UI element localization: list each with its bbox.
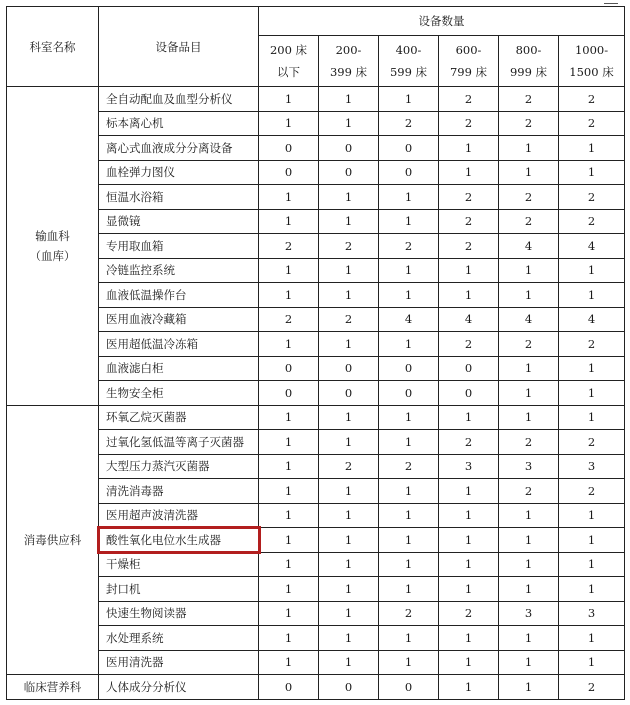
table-row [7, 454, 625, 479]
quantity-cell: 1 [259, 528, 319, 553]
quantity-cell: 2 [379, 234, 439, 259]
bed-range-line2: 以下 [277, 65, 300, 79]
quantity-cell: 1 [319, 185, 379, 210]
quantity-cell: 0 [379, 675, 439, 700]
quantity-cell: 1 [559, 626, 625, 651]
quantity-cell: 2 [499, 332, 559, 357]
quantity-cell: 1 [499, 136, 559, 161]
quantity-cell: 1 [499, 258, 559, 283]
quantity-cell: 3 [439, 454, 499, 479]
quantity-cell: 2 [559, 185, 625, 210]
quantity-cell: 3 [499, 454, 559, 479]
quantity-cell: 1 [259, 552, 319, 577]
table-row [7, 577, 625, 602]
quantity-cell: 3 [559, 454, 625, 479]
quantity-cell: 1 [559, 283, 625, 308]
quantity-cell: 2 [379, 454, 439, 479]
quantity-cell: 1 [259, 87, 319, 112]
quantity-cell: 1 [319, 332, 379, 357]
quantity-cell: 0 [439, 356, 499, 381]
quantity-cell: 1 [319, 528, 379, 553]
equipment-item: 冷链监控系统 [99, 258, 259, 283]
table-row [7, 307, 625, 332]
quantity-cell: 2 [559, 111, 625, 136]
quantity-cell: 1 [259, 479, 319, 504]
quantity-cell: 4 [499, 307, 559, 332]
quantity-cell: 1 [319, 479, 379, 504]
quantity-cell: 2 [319, 454, 379, 479]
quantity-cell: 2 [499, 87, 559, 112]
quantity-cell: 4 [439, 307, 499, 332]
quantity-cell: 0 [379, 160, 439, 185]
quantity-cell: 1 [379, 258, 439, 283]
bed-range-line1: 600- [455, 43, 482, 57]
table-row [7, 87, 625, 112]
bed-range-line2: 999 床 [509, 65, 548, 79]
quantity-cell: 2 [439, 87, 499, 112]
quantity-cell: 1 [439, 503, 499, 528]
quantity-cell: 1 [319, 626, 379, 651]
bed-range-line2: 1500 床 [569, 65, 614, 79]
equipment-item: 封口机 [99, 577, 259, 602]
quantity-cell: 1 [499, 552, 559, 577]
quantity-cell: 2 [439, 185, 499, 210]
table-row [7, 626, 625, 651]
quantity-cell: 2 [499, 185, 559, 210]
quantity-cell: 1 [259, 503, 319, 528]
quantity-cell: 1 [379, 332, 439, 357]
quantity-cell: 1 [499, 626, 559, 651]
quantity-cell: 1 [319, 650, 379, 675]
quantity-cell: 3 [499, 601, 559, 626]
quantity-cell: 1 [499, 528, 559, 553]
quantity-cell: 1 [439, 258, 499, 283]
table-row [7, 405, 625, 430]
quantity-cell: 1 [319, 111, 379, 136]
quantity-cell: 1 [439, 160, 499, 185]
quantity-cell: 1 [319, 87, 379, 112]
quantity-cell: 1 [259, 650, 319, 675]
quantity-cell: 2 [499, 430, 559, 455]
quantity-cell: 1 [499, 577, 559, 602]
table-row [7, 552, 625, 577]
quantity-cell: 2 [559, 479, 625, 504]
quantity-cell: 1 [319, 258, 379, 283]
department-subname: （血库） [29, 248, 76, 263]
quantity-cell: 0 [259, 136, 319, 161]
equipment-item: 医用超低温冷冻箱 [99, 332, 259, 357]
quantity-cell: 1 [259, 454, 319, 479]
page-edge-mark [604, 0, 618, 4]
quantity-cell: 1 [559, 577, 625, 602]
bed-range-header [379, 36, 439, 87]
quantity-cell: 1 [259, 185, 319, 210]
equipment-item: 标本离心机 [99, 111, 259, 136]
quantity-cell: 1 [319, 430, 379, 455]
quantity-cell: 1 [379, 87, 439, 112]
quantity-cell: 0 [379, 356, 439, 381]
quantity-cell: 4 [499, 234, 559, 259]
table-row [7, 136, 625, 161]
quantity-cell: 0 [319, 160, 379, 185]
bed-range-header [559, 36, 625, 87]
quantity-cell: 2 [259, 234, 319, 259]
quantity-cell: 1 [259, 430, 319, 455]
quantity-cell: 1 [439, 577, 499, 602]
department-name: 消毒供应科 [23, 532, 82, 547]
quantity-cell: 1 [439, 552, 499, 577]
quantity-cell: 1 [379, 650, 439, 675]
quantity-cell: 0 [259, 356, 319, 381]
table-row [7, 601, 625, 626]
equipment-item: 恒温水浴箱 [99, 185, 259, 210]
table-row [7, 283, 625, 308]
quantity-cell: 2 [379, 111, 439, 136]
quantity-cell: 1 [259, 209, 319, 234]
quantity-group-header: 设备数量 [259, 7, 625, 36]
item-column-header: 设备品目 [99, 7, 259, 87]
table-row [7, 430, 625, 455]
quantity-cell: 1 [379, 528, 439, 553]
quantity-cell: 1 [499, 381, 559, 406]
quantity-cell: 4 [379, 307, 439, 332]
quantity-cell: 2 [439, 332, 499, 357]
quantity-cell: 1 [559, 381, 625, 406]
quantity-cell: 1 [259, 405, 319, 430]
table-row [7, 185, 625, 210]
quantity-cell: 0 [379, 381, 439, 406]
table-row [7, 650, 625, 675]
table-row [7, 528, 625, 553]
dept-column-header: 科室名称 [7, 7, 99, 87]
department-cell [7, 675, 99, 700]
quantity-cell: 1 [259, 626, 319, 651]
quantity-cell: 1 [499, 160, 559, 185]
quantity-cell: 1 [319, 405, 379, 430]
quantity-cell: 1 [499, 675, 559, 700]
quantity-cell: 1 [379, 209, 439, 234]
table-row [7, 111, 625, 136]
table-row [7, 381, 625, 406]
quantity-cell: 1 [379, 283, 439, 308]
equipment-item: 生物安全柜 [99, 381, 259, 406]
equipment-item: 全自动配血及血型分析仪 [99, 87, 259, 112]
equipment-item: 血栓弹力图仪 [99, 160, 259, 185]
quantity-cell: 1 [259, 283, 319, 308]
quantity-cell: 2 [499, 209, 559, 234]
department-cell [7, 87, 99, 406]
quantity-cell: 1 [439, 283, 499, 308]
quantity-cell: 1 [319, 283, 379, 308]
bed-range-line2: 599 床 [389, 65, 428, 79]
department-name: 输血科 [35, 228, 70, 243]
quantity-cell: 2 [439, 601, 499, 626]
quantity-cell: 0 [319, 675, 379, 700]
quantity-cell: 1 [559, 503, 625, 528]
equipment-item: 血液滤白柜 [99, 356, 259, 381]
quantity-cell: 2 [559, 209, 625, 234]
quantity-cell: 4 [559, 307, 625, 332]
department-name: 临床营养科 [23, 679, 82, 694]
quantity-cell: 1 [259, 332, 319, 357]
department-cell [7, 405, 99, 675]
quantity-cell: 1 [319, 552, 379, 577]
equipment-item: 水处理系统 [99, 626, 259, 651]
quantity-cell: 1 [319, 503, 379, 528]
bed-range-line1: 800- [515, 43, 542, 57]
quantity-cell: 1 [259, 577, 319, 602]
quantity-cell: 1 [259, 258, 319, 283]
quantity-cell: 2 [559, 332, 625, 357]
table-row [7, 503, 625, 528]
equipment-table [6, 6, 625, 700]
quantity-cell: 1 [379, 405, 439, 430]
equipment-item: 离心式血液成分分离设备 [99, 136, 259, 161]
quantity-cell: 4 [559, 234, 625, 259]
bed-range-line1: 200- [335, 43, 362, 57]
table-row [7, 356, 625, 381]
quantity-cell: 2 [259, 307, 319, 332]
quantity-cell: 1 [319, 209, 379, 234]
table-row [7, 209, 625, 234]
quantity-cell: 2 [319, 307, 379, 332]
quantity-cell: 2 [559, 87, 625, 112]
bed-range-line1: 1000- [574, 43, 609, 57]
equipment-item: 干燥柜 [99, 552, 259, 577]
quantity-cell: 1 [499, 650, 559, 675]
bed-range-header [319, 36, 379, 87]
quantity-cell: 1 [439, 479, 499, 504]
quantity-cell: 0 [259, 160, 319, 185]
quantity-cell: 2 [559, 675, 625, 700]
table-row [7, 234, 625, 259]
quantity-cell: 1 [499, 356, 559, 381]
quantity-cell: 1 [319, 577, 379, 602]
quantity-cell: 2 [499, 479, 559, 504]
quantity-cell: 0 [439, 381, 499, 406]
quantity-cell: 1 [559, 160, 625, 185]
quantity-cell: 1 [439, 405, 499, 430]
quantity-cell: 0 [379, 136, 439, 161]
equipment-item: 医用清洗器 [99, 650, 259, 675]
quantity-cell: 2 [439, 111, 499, 136]
bed-range-header [259, 36, 319, 87]
quantity-cell: 2 [439, 430, 499, 455]
quantity-cell: 1 [379, 626, 439, 651]
equipment-item: 血液低温操作台 [99, 283, 259, 308]
bed-range-header [499, 36, 559, 87]
equipment-item: 医用超声波清洗器 [99, 503, 259, 528]
bed-range-line2: 799 床 [449, 65, 488, 79]
bed-range-line1: 200 床 [269, 43, 308, 57]
quantity-cell: 1 [379, 479, 439, 504]
equipment-item: 医用血液冷藏箱 [99, 307, 259, 332]
quantity-cell: 2 [439, 209, 499, 234]
quantity-cell: 1 [559, 650, 625, 675]
quantity-cell: 1 [259, 111, 319, 136]
quantity-cell: 1 [559, 552, 625, 577]
quantity-cell: 2 [499, 111, 559, 136]
quantity-cell: 1 [559, 528, 625, 553]
table-row [7, 160, 625, 185]
highlighted-equipment-item: 酸性氧化电位水生成器 [99, 528, 259, 553]
quantity-cell: 1 [379, 552, 439, 577]
quantity-cell: 1 [499, 283, 559, 308]
quantity-cell: 0 [319, 381, 379, 406]
quantity-cell: 1 [379, 185, 439, 210]
equipment-item: 过氧化氢低温等离子灭菌器 [99, 430, 259, 455]
table-row [7, 332, 625, 357]
quantity-cell: 1 [439, 675, 499, 700]
equipment-item: 快速生物阅读器 [99, 601, 259, 626]
equipment-item: 人体成分分析仪 [99, 675, 259, 700]
table-row [7, 479, 625, 504]
equipment-item: 环氧乙烷灭菌器 [99, 405, 259, 430]
quantity-cell: 1 [379, 577, 439, 602]
quantity-cell: 1 [439, 136, 499, 161]
quantity-cell: 0 [259, 381, 319, 406]
equipment-item: 大型压力蒸汽灭菌器 [99, 454, 259, 479]
quantity-cell: 1 [559, 258, 625, 283]
bed-range-line1: 400- [395, 43, 422, 57]
quantity-cell: 1 [499, 405, 559, 430]
equipment-item: 专用取血箱 [99, 234, 259, 259]
quantity-cell: 2 [559, 430, 625, 455]
quantity-cell: 1 [439, 626, 499, 651]
quantity-cell: 1 [559, 356, 625, 381]
quantity-cell: 1 [379, 430, 439, 455]
quantity-cell: 1 [499, 503, 559, 528]
quantity-cell: 0 [259, 675, 319, 700]
quantity-cell: 1 [439, 650, 499, 675]
quantity-cell: 1 [439, 528, 499, 553]
quantity-cell: 3 [559, 601, 625, 626]
quantity-cell: 2 [439, 234, 499, 259]
quantity-cell: 1 [379, 503, 439, 528]
quantity-cell: 2 [379, 601, 439, 626]
quantity-cell: 1 [319, 601, 379, 626]
equipment-item: 清洗消毒器 [99, 479, 259, 504]
quantity-cell: 1 [559, 405, 625, 430]
quantity-cell: 1 [259, 601, 319, 626]
bed-range-line2: 399 床 [329, 65, 368, 79]
table-row [7, 258, 625, 283]
bed-range-header [439, 36, 499, 87]
quantity-cell: 2 [319, 234, 379, 259]
table-row [7, 675, 625, 700]
quantity-cell: 0 [319, 356, 379, 381]
quantity-cell: 0 [319, 136, 379, 161]
equipment-item: 显微镜 [99, 209, 259, 234]
quantity-cell: 1 [559, 136, 625, 161]
